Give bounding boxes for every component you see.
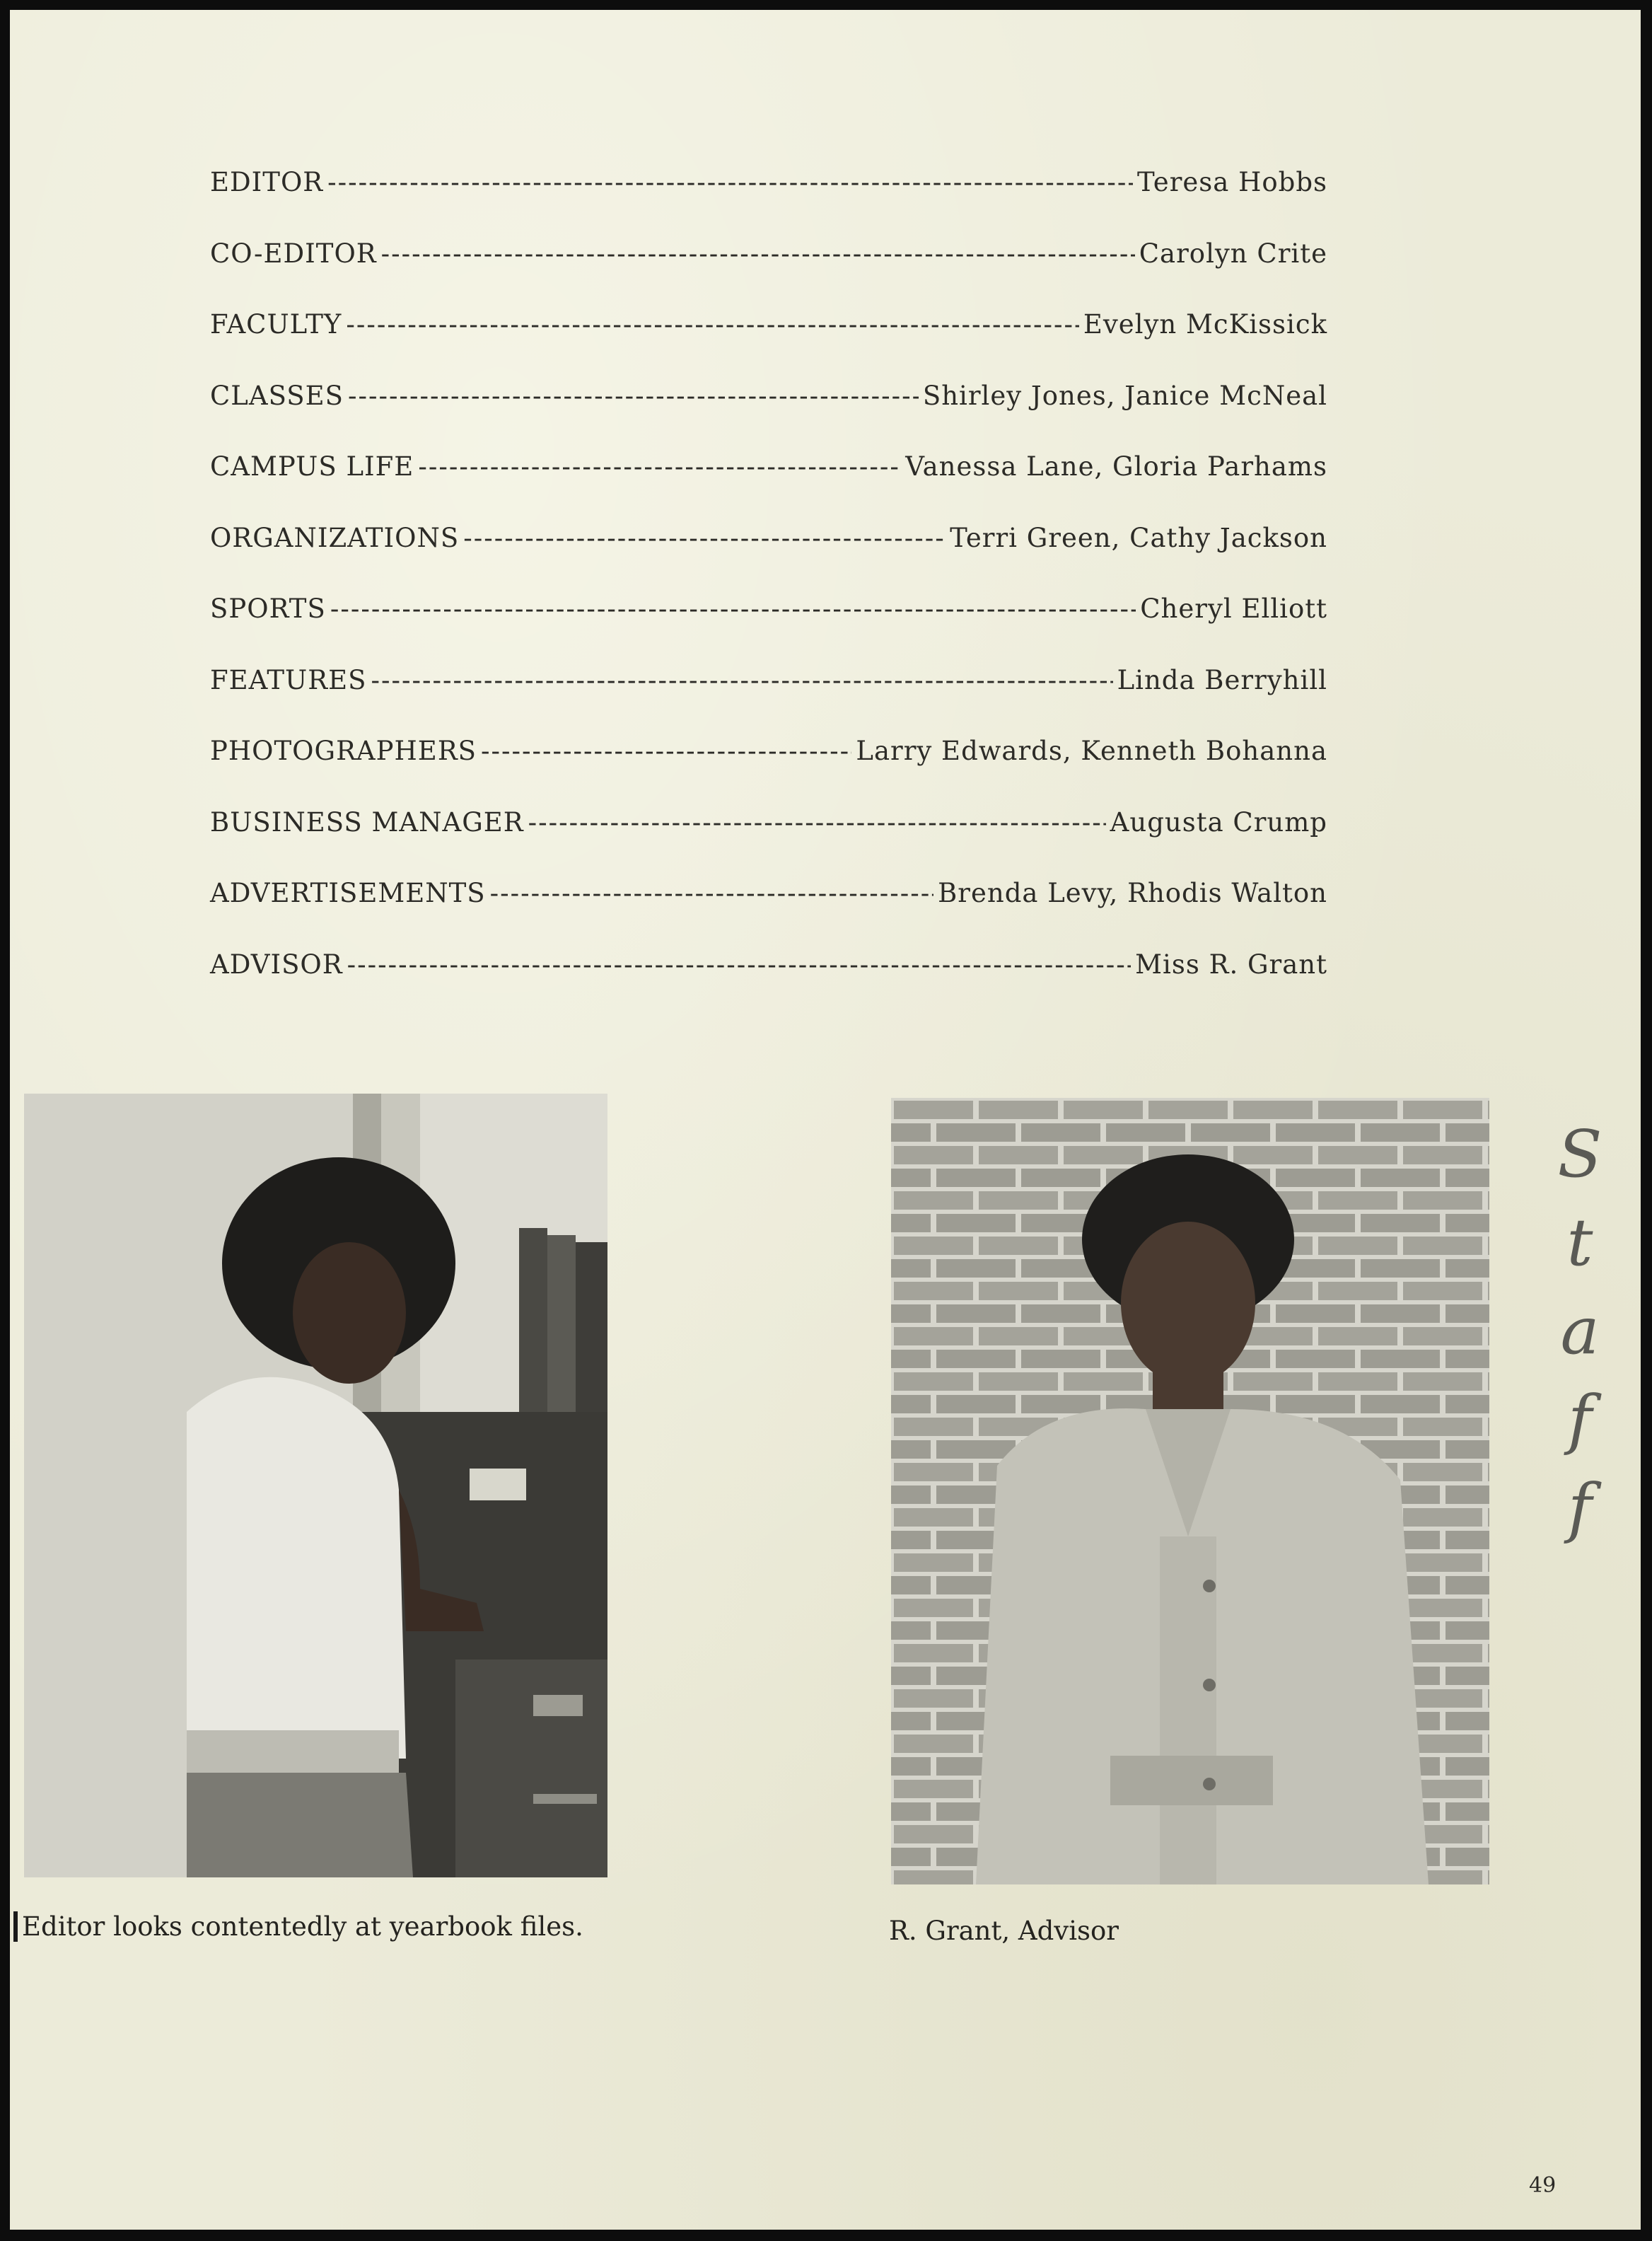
dot-leader (528, 807, 1106, 838)
roster-role: ORGANIZATIONS (210, 522, 460, 553)
dot-leader (463, 523, 946, 553)
editor-photo-caption: Editor looks contentedly at yearbook files. (13, 1911, 583, 1942)
dot-leader (348, 381, 919, 411)
dot-leader (490, 878, 933, 908)
roster-row-business-manager (210, 807, 1327, 879)
roster-names: Linda Berryhill (1117, 664, 1327, 695)
roster-role: CLASSES (210, 380, 344, 411)
roster-role: SPORTS (210, 593, 326, 624)
roster-role: CO-EDITOR (210, 238, 377, 269)
roster-names: Evelyn McKissick (1083, 309, 1327, 340)
roster-row-co-editor (210, 238, 1327, 310)
roster-row-organizations (210, 523, 1327, 594)
roster-row-photographers (210, 736, 1327, 807)
staff-roster (210, 167, 1327, 1020)
advisor-photo (891, 1098, 1489, 1884)
roster-row-editor (210, 167, 1327, 238)
roster-role: BUSINESS MANAGER (210, 806, 524, 838)
title-letter: f (1567, 1382, 1593, 1457)
page-number: 49 (1529, 2173, 1557, 2198)
roster-row-classes (210, 381, 1327, 452)
roster-role: PHOTOGRAPHERS (210, 736, 477, 766)
dot-leader (346, 309, 1079, 340)
roster-row-advisor (210, 949, 1327, 1021)
roster-names: Teresa Hobbs (1137, 167, 1327, 197)
roster-role: CAMPUS LIFE (210, 451, 414, 482)
roster-role: EDITOR (210, 167, 324, 197)
dot-leader (371, 665, 1112, 695)
yearbook-page (10, 10, 1641, 2230)
roster-role: ADVISOR (210, 949, 343, 980)
dot-leader (381, 238, 1135, 269)
title-letter: t (1566, 1205, 1593, 1280)
editor-photo (24, 1094, 607, 1877)
roster-role: FACULTY (210, 309, 342, 340)
roster-names: Vanessa Lane, Gloria Parhams (905, 451, 1327, 482)
roster-row-campus-life (210, 451, 1327, 523)
title-letter: S (1557, 1116, 1602, 1192)
advisor-photo-caption: R. Grant, Advisor (889, 1916, 1119, 1946)
title-letter: a (1560, 1293, 1600, 1369)
roster-names: Augusta Crump (1110, 806, 1327, 838)
roster-names: Shirley Jones, Janice McNeal (922, 380, 1327, 411)
title-letter: f (1567, 1470, 1593, 1546)
roster-names: Miss R. Grant (1135, 949, 1327, 980)
roster-role: ADVERTISEMENTS (210, 878, 486, 908)
roster-names: Cheryl Elliott (1140, 593, 1327, 624)
section-title-staff (1552, 1110, 1608, 1552)
dot-leader (481, 736, 851, 766)
dot-leader (330, 593, 1136, 624)
roster-row-sports (210, 593, 1327, 665)
roster-names: Larry Edwards, Kenneth Bohanna (856, 736, 1327, 766)
dot-leader (327, 167, 1133, 197)
roster-role: FEATURES (210, 664, 367, 695)
roster-row-faculty (210, 309, 1327, 381)
roster-names: Brenda Levy, Rhodis Walton (938, 878, 1327, 908)
roster-names: Terri Green, Cathy Jackson (950, 522, 1327, 553)
roster-row-advertisements (210, 878, 1327, 949)
dot-leader (418, 451, 901, 482)
roster-row-features (210, 665, 1327, 736)
roster-names: Carolyn Crite (1139, 238, 1327, 269)
dot-leader (347, 949, 1132, 980)
